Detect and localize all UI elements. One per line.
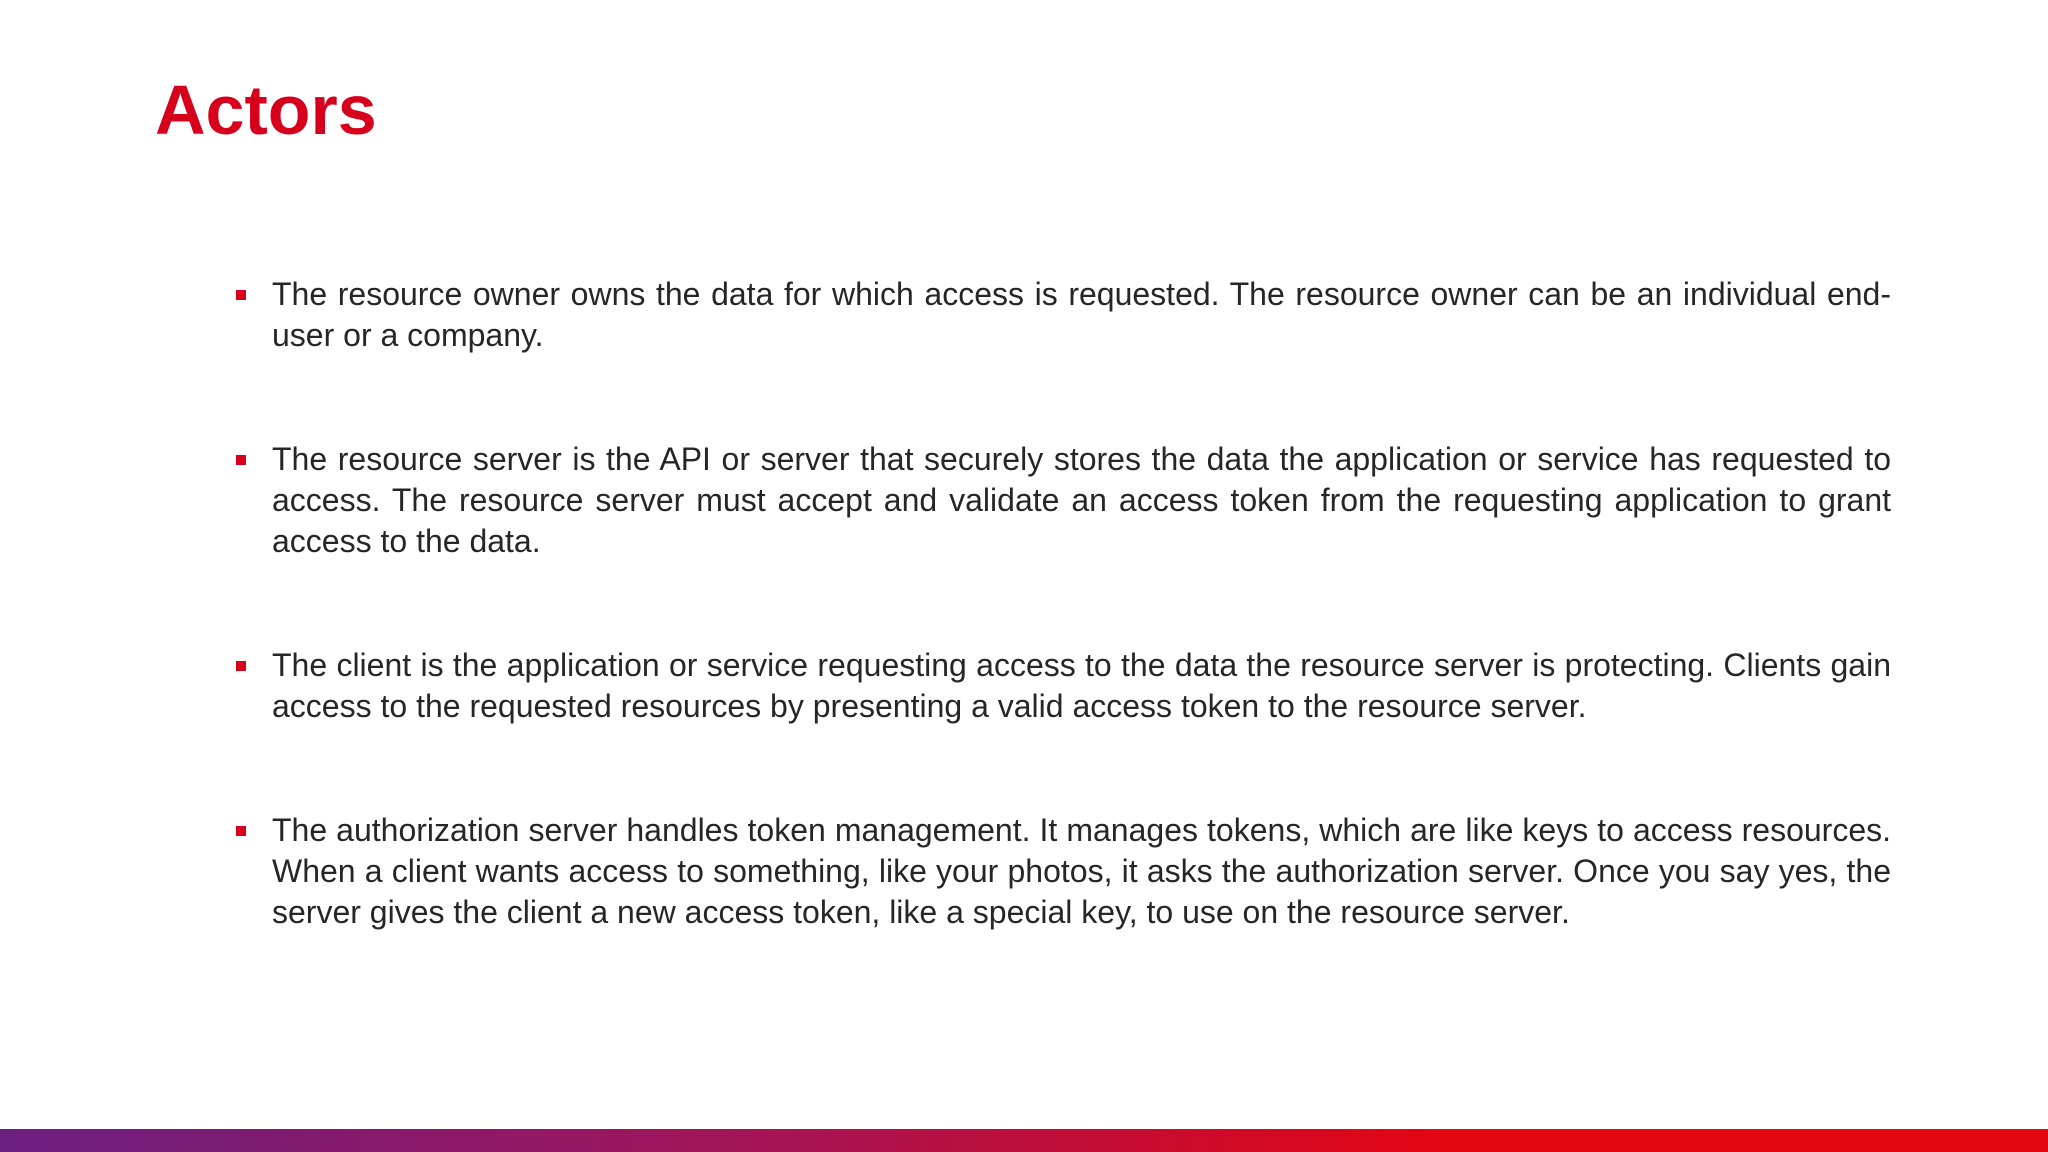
bullet-text: The resource server is the API or server that securely stores the data the application or service has requested to access. The resource server must accept and validate an access token from the requesting application to grant access to the data. [272,441,1891,559]
slide-title: Actors [155,71,377,149]
bullet-text: The authorization server handles token management. It manages tokens, which are like keys to access resources. When a client wants access to something, like your photos, it asks the authorization server. Once you say yes, the server gives the client a new access token, like a special key, to use on the resource server. [272,812,1891,930]
square-bullet-icon [236,645,272,686]
bottom-gradient-bar [0,1129,2048,1152]
bullet-text: The resource owner owns the data for which access is requested. The resource owner can be an individual end-user or a company. [272,276,1891,353]
bullet-text: The client is the application or service requesting access to the data the resource server is protecting. Clients gain access to the requested resources by presenting a valid access token to the resource server. [272,647,1891,724]
square-bullet-icon [236,274,272,315]
bullet-list [236,274,1891,933]
square-bullet-icon [236,810,272,851]
bullet-item-client [236,645,1891,727]
bullet-item-authorization-server [236,810,1891,933]
square-bullet-icon [236,439,272,480]
bullet-item-resource-server [236,439,1891,562]
bullet-item-resource-owner [236,274,1891,356]
